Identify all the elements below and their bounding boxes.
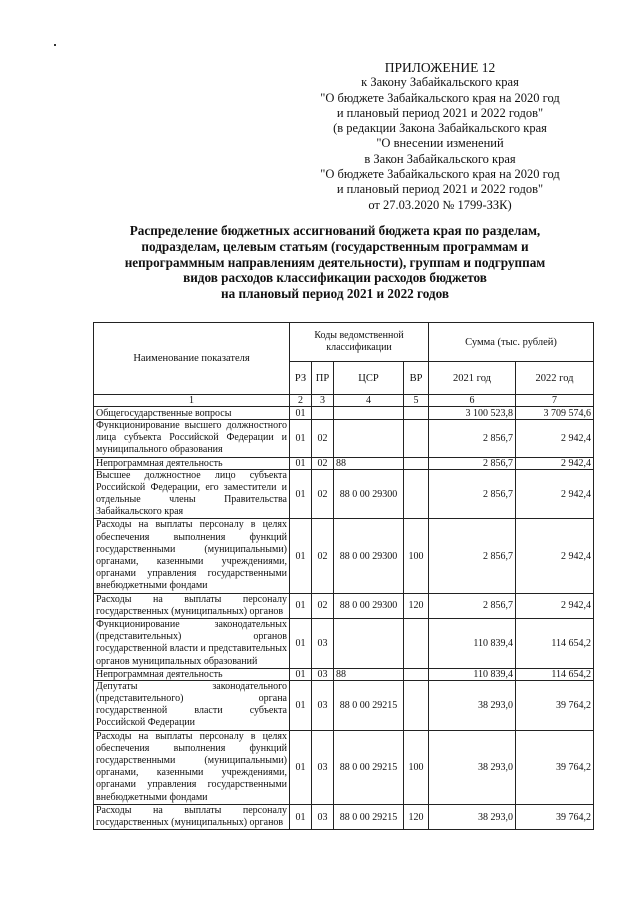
row-sum-2022: 114 654,2 — [516, 619, 594, 669]
row-sum-2022: 39 764,2 — [516, 730, 594, 804]
column-number-row — [94, 395, 594, 407]
row-sum-2022: 39 764,2 — [516, 680, 594, 730]
row-rz: 01 — [290, 619, 312, 669]
row-csr: 88 0 00 29300 — [334, 519, 404, 593]
row-name: Расходы на выплаты персоналу в целях обеспечения выполнения функций государственными (муниципальными) органами, казенными учреждениями, органами управления государственными внебюджетными фондами — [94, 730, 290, 804]
row-rz: 01 — [290, 407, 312, 420]
row-name: Общегосударственные вопросы — [94, 407, 290, 420]
row-vr — [404, 668, 429, 680]
row-name: Депутаты законодательного (представительного) органа государственной власти субъекта Российской Федерации — [94, 680, 290, 730]
row-rz: 01 — [290, 593, 312, 618]
title-line: непрограммным направлениям деятельности), группам и подгруппам — [124, 254, 546, 270]
table-row — [94, 668, 594, 680]
row-vr — [404, 469, 429, 519]
row-vr: 100 — [404, 730, 429, 804]
table-row — [94, 730, 594, 804]
row-sum-2021: 110 839,4 — [429, 668, 516, 680]
column-number: 6 — [429, 395, 516, 407]
row-sum-2021: 38 293,0 — [429, 804, 516, 829]
row-name: Расходы на выплаты персоналу в целях обеспечения выполнения функций государственными (муниципальными) органами, казенными учреждениями, органами управления государственными внебюджетными фондами — [94, 519, 290, 593]
row-csr: 88 0 00 29300 — [334, 469, 404, 519]
row-pr: 03 — [312, 668, 334, 680]
row-pr: 03 — [312, 804, 334, 829]
appendix-line: "О внесении изменений — [376, 136, 504, 151]
row-vr: 120 — [404, 804, 429, 829]
column-number: 4 — [334, 395, 404, 407]
column-number: 2 — [290, 395, 312, 407]
appendix-block — [290, 60, 590, 213]
column-number: 5 — [404, 395, 429, 407]
appendix-line: "О бюджете Забайкальского края на 2020 год — [320, 90, 560, 105]
title-line: подразделам, целевым статьям (государственным программам и — [141, 238, 529, 254]
row-pr: 02 — [312, 593, 334, 618]
header-2021: 2021 год — [429, 362, 516, 395]
row-csr: 88 0 00 29215 — [334, 804, 404, 829]
header-csr: ЦСР — [334, 362, 404, 395]
row-sum-2022: 2 942,4 — [516, 469, 594, 519]
appendix-line: "О бюджете Забайкальского края на 2020 год — [320, 167, 560, 182]
header-vr: ВР — [404, 362, 429, 395]
header-2022: 2022 год — [516, 362, 594, 395]
row-sum-2021: 2 856,7 — [429, 593, 516, 618]
row-vr — [404, 619, 429, 669]
header-pr: ПР — [312, 362, 334, 395]
row-vr — [404, 457, 429, 469]
row-vr: 120 — [404, 593, 429, 618]
table-row — [94, 519, 594, 593]
row-rz: 01 — [290, 519, 312, 593]
row-name: Функционирование высшего должностного лица субъекта Российской Федерации и муниципального образования — [94, 420, 290, 458]
row-rz: 01 — [290, 804, 312, 829]
row-rz: 01 — [290, 668, 312, 680]
row-sum-2021: 38 293,0 — [429, 680, 516, 730]
row-name: Расходы на выплаты персоналу государственных (муниципальных) органов — [94, 804, 290, 829]
table-row — [94, 420, 594, 458]
header-name: Наименование показателя — [94, 323, 290, 395]
row-csr — [334, 619, 404, 669]
row-sum-2022: 114 654,2 — [516, 668, 594, 680]
row-rz: 01 — [290, 730, 312, 804]
appendix-line: ПРИЛОЖЕНИЕ 12 — [384, 60, 496, 75]
title-line: Распределение бюджетных ассигнований бюджета края по разделам, — [129, 223, 541, 238]
header-codes: Коды ведомственной классификации — [290, 323, 429, 362]
appendix-line: и плановый период 2021 и 2022 годов" — [336, 182, 544, 197]
table-row — [94, 457, 594, 469]
table-row — [94, 804, 594, 829]
row-csr: 88 0 00 29215 — [334, 730, 404, 804]
row-vr — [404, 680, 429, 730]
row-sum-2021: 2 856,7 — [429, 469, 516, 519]
row-pr: 03 — [312, 680, 334, 730]
table-row — [94, 593, 594, 618]
row-sum-2022: 2 942,4 — [516, 457, 594, 469]
row-csr: 88 0 00 29300 — [334, 593, 404, 618]
appendix-line: от 27.03.2020 № 1799-ЗЗК) — [368, 197, 512, 212]
budget-table — [93, 322, 594, 830]
row-pr: 03 — [312, 619, 334, 669]
row-sum-2022: 2 942,4 — [516, 593, 594, 618]
title-line: на плановый период 2021 и 2022 годов — [221, 286, 449, 302]
appendix-line: и плановый период 2021 и 2022 годов" — [336, 105, 544, 120]
row-csr — [334, 420, 404, 458]
row-vr — [404, 407, 429, 420]
row-vr — [404, 420, 429, 458]
row-name: Непрограммная деятельность — [94, 457, 290, 469]
column-number: 7 — [516, 395, 594, 407]
row-csr: 88 — [334, 457, 404, 469]
row-sum-2022: 2 942,4 — [516, 519, 594, 593]
title-line: видов расходов классификации расходов бюджетов — [183, 270, 487, 286]
appendix-line: к Закону Забайкальского края — [361, 75, 519, 90]
row-pr: 02 — [312, 457, 334, 469]
row-pr: 02 — [312, 420, 334, 458]
table-row — [94, 407, 594, 420]
table-row — [94, 619, 594, 669]
row-sum-2021: 2 856,7 — [429, 519, 516, 593]
row-name: Высшее должностное лицо субъекта Российской Федерации, его заместители и отдельные члены Правительства Забайкальского края — [94, 469, 290, 519]
appendix-line: в Закон Забайкальского края — [364, 151, 516, 166]
row-name: Расходы на выплаты персоналу государственных (муниципальных) органов — [94, 593, 290, 618]
scan-speck — [54, 44, 56, 46]
row-name: Функционирование законодательных (представительных) органов государственной власти и представительных органов муниципальных образований — [94, 619, 290, 669]
row-csr: 88 0 00 29215 — [334, 680, 404, 730]
row-pr: 02 — [312, 469, 334, 519]
row-sum-2021: 3 100 523,8 — [429, 407, 516, 420]
row-sum-2022: 2 942,4 — [516, 420, 594, 458]
appendix-line: (в редакции Закона Забайкальского края — [333, 121, 547, 136]
table-row — [94, 680, 594, 730]
row-csr: 88 — [334, 668, 404, 680]
row-pr — [312, 407, 334, 420]
row-vr: 100 — [404, 519, 429, 593]
row-rz: 01 — [290, 680, 312, 730]
header-rz: РЗ — [290, 362, 312, 395]
row-sum-2022: 3 709 574,6 — [516, 407, 594, 420]
document-title — [95, 223, 575, 302]
row-sum-2022: 39 764,2 — [516, 804, 594, 829]
row-rz: 01 — [290, 469, 312, 519]
row-sum-2021: 2 856,7 — [429, 457, 516, 469]
row-rz: 01 — [290, 420, 312, 458]
row-sum-2021: 110 839,4 — [429, 619, 516, 669]
row-rz: 01 — [290, 457, 312, 469]
column-number: 3 — [312, 395, 334, 407]
table-row — [94, 469, 594, 519]
row-sum-2021: 2 856,7 — [429, 420, 516, 458]
row-pr: 02 — [312, 519, 334, 593]
header-sum: Сумма (тыс. рублей) — [429, 323, 594, 362]
column-number: 1 — [94, 395, 290, 407]
row-csr — [334, 407, 404, 420]
row-pr: 03 — [312, 730, 334, 804]
row-name: Непрограммная деятельность — [94, 668, 290, 680]
row-sum-2021: 38 293,0 — [429, 730, 516, 804]
